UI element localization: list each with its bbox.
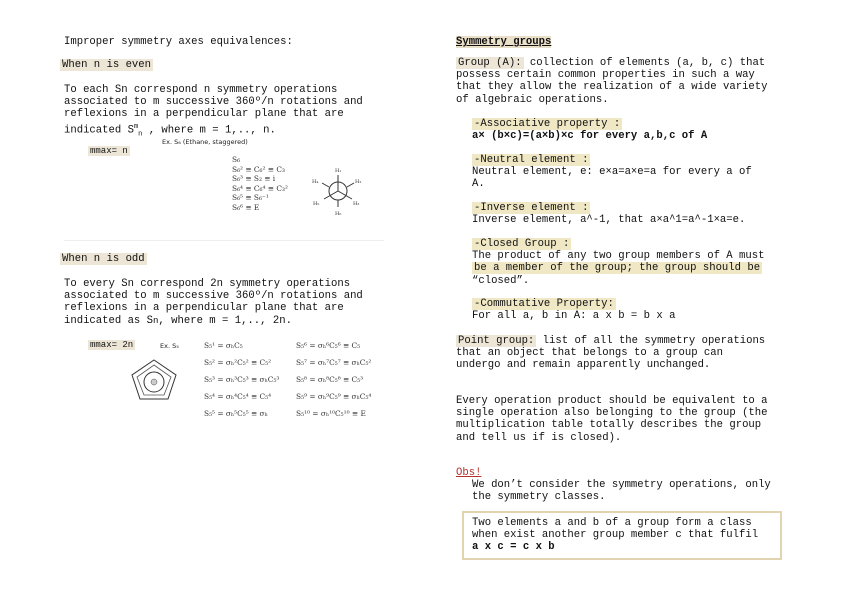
group-definition: Group (A): collection of elements (a, b, c) that possess certain common properties in such a way that they allow the realization of a wide variety of algebraic operations. [456, 57, 768, 106]
odd-paragraph: To every Sn correspond 2n symmetry operations associated to m successive 360º/n rotations and reflexions in a perpendicular plane that are indicated as Sn, where m = 1,.., 2n. [64, 278, 363, 327]
ethane-newman-diagram [310, 165, 370, 219]
odd-heading: When n is odd [62, 253, 145, 265]
point-group-definition: Point group: list of all the symmetry operations that an object that belongs to a group can undergo and remain apparently unchanged. [456, 335, 766, 372]
prop-neutral: -Neutral element : Neutral element, e: e×a=a×e=a for every a of A. [472, 154, 752, 191]
even-heading: When n is even [62, 59, 152, 71]
h1-label: H₁ [335, 168, 342, 174]
even-paragraph: To each Sn correspond n symmetry operations associated to m successive 360º/n rotations and reflexions in a perpendicular plane that are indicated $S^m_n$ , where m = 1,.., n. [64, 84, 363, 139]
prop-associative: -Associative property : a× (b×c)=(a×b)×c for every a,b,c of A [472, 118, 708, 143]
h5-label: H₅ [313, 201, 320, 207]
h3-label: H₃ [353, 201, 360, 207]
even-mmax: mmax= n [90, 146, 128, 156]
obs-label: Obs! [456, 467, 482, 479]
prop-inverse: -Inverse element : Inverse element, a^-1, that a×a^1=a^-1×a=e. [472, 202, 746, 227]
prop-closed: -Closed Group : The product of any two group members of A must be a member of the group; the group should be “closed”. [472, 238, 765, 287]
right-title: Symmetry groups [456, 36, 552, 48]
odd-equations-col1: S₅¹ = σₕC₅ S₅² = σₕ²C₅² ≡ C₅² S₅³ = σₕ³C₅³ ≡ σₕC₅³ S₅⁴ = σₕ⁴C₅⁴ ≡ C₅⁴ S₅⁵ = σₕ⁵C₅⁵ ≡ σₕ [204, 341, 280, 418]
even-example-caption: Ex. S₆ (Ethane, staggered) [162, 138, 248, 146]
prop-commutative: -Commutative Property: For all a, b in A: a x b = b x a [472, 298, 676, 323]
odd-equations-col2: S₅⁶ = σₕ⁶C₅⁶ ≡ C₅ S₅⁷ = σₕ⁷C₅⁷ ≡ σₕC₅² S₅⁸ = σₕ⁸C₅⁸ ≡ C₅³ S₅⁹ = σₕ⁹C₅⁹ ≡ σₕC₅⁴ S₅¹⁰ = σₕ¹⁰C₅¹⁰ ≡ E [296, 341, 372, 418]
h6-label: H₆ [335, 211, 342, 217]
odd-mmax: mmax= 2n [90, 340, 134, 350]
obs-text: We don’t consider the symmetry operations, only the symmetry classes. [472, 479, 771, 504]
operation-product-note: Every operation product should be equivalent to a single operation also belonging to the group (the multiplication table totally describes the group and tell us if is closed). [456, 395, 768, 444]
even-equations: S₆ S₆² ≡ C₆² ≡ C₃ S₆³ ≡ S₂ ≡ i S₆⁴ ≡ C₆⁴ ≡ C₃² S₆⁵ ≡ S₆⁻¹ S₆⁶ ≡ E [232, 155, 288, 212]
h2-label: H₂ [355, 179, 362, 185]
divider [64, 240, 384, 241]
class-definition-box: Two elements a and b of a group form a class when exist another group member c that fulfil a x c = c x b [462, 511, 782, 560]
h4-label: H₄ [312, 179, 319, 185]
left-title: Improper symmetry axes equivalences: [64, 36, 293, 48]
pentagon-diagram [128, 357, 180, 403]
odd-example-caption: Ex. S₅ [160, 342, 179, 350]
